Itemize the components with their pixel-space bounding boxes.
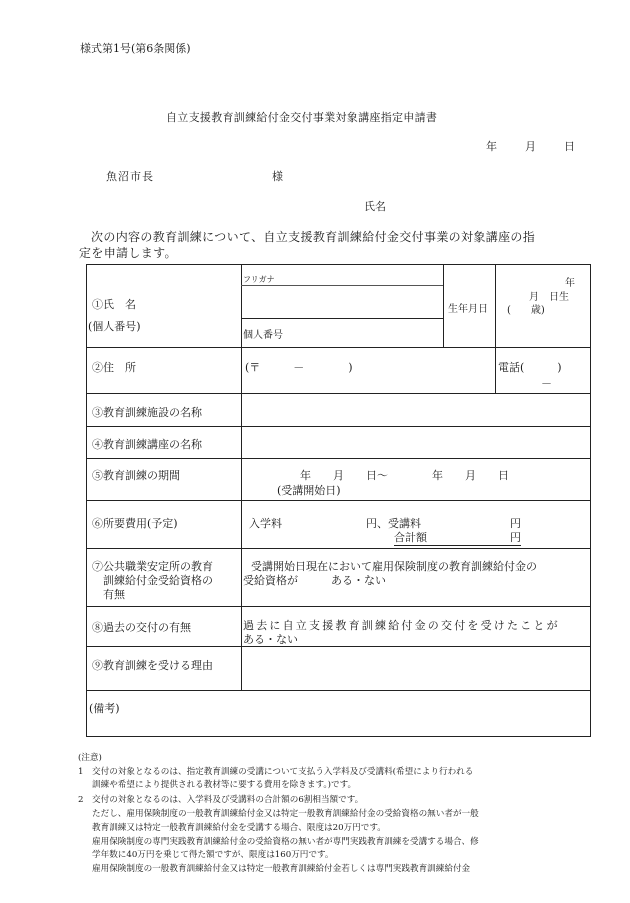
applicant-name-label: 氏名	[364, 200, 386, 213]
cost-label: ⑥所要費用(予定)	[92, 517, 178, 530]
course-name-label: ④教育訓練講座の名称	[92, 438, 202, 451]
note-2-line-1: 2 交付の対象となるのは、入学料及び受講料の合計額の6割相当額です。	[78, 795, 364, 805]
phone-dash: －	[541, 377, 552, 390]
row-divider	[86, 426, 591, 427]
form-number: 様式第1号(第6条関係)	[80, 42, 191, 55]
mynumber-label: (個人番号)	[88, 320, 141, 333]
addressee: 魚沼市長	[106, 170, 154, 183]
eligibility-content-1: 受講開始日現在において雇用保険制度の教育訓練給付金の	[251, 560, 537, 573]
total-label: 合計額	[394, 531, 427, 544]
row-divider	[86, 646, 591, 647]
past-grant-content-2: ある・ない	[243, 633, 298, 646]
birth-month-day-label: 月 日生	[529, 292, 569, 303]
note-1-line-2: 訓練や希望により提供される教材等に要する費用を除きます。)です。	[92, 780, 357, 790]
birth-year-label: 年	[565, 278, 575, 289]
note-2-line-4: 雇用保険制度の専門実践教育訓練給付金の受給資格の無い者が専門実践教育訓練を受講する場合、修	[92, 837, 479, 847]
training-period-label: ⑤教育訓練の期間	[92, 469, 180, 482]
reason-label: ⑨教育訓練を受ける理由	[92, 659, 213, 672]
furigana-underline	[241, 285, 443, 286]
column-divider	[443, 264, 444, 347]
row-divider	[86, 690, 591, 691]
date-year-label: 年	[486, 140, 497, 153]
age-label: ( 歳)	[507, 305, 545, 316]
address-label: ②住 所	[92, 361, 136, 374]
row-divider	[86, 393, 591, 394]
note-2-line-3: 教育訓練又は特定一般教育訓練給付金を受講する場合、限度は20万円です。	[92, 823, 386, 833]
row-divider	[86, 347, 591, 348]
note-2-line-2: ただし、雇用保険制度の一般教育訓練給付金又は特定一般教育訓練給付金の受給資格の無い者が一般	[92, 809, 479, 819]
row-divider	[86, 458, 591, 459]
eligibility-content-2: 受給資格が ある・ない	[243, 574, 386, 587]
notes-heading: (注意)	[78, 753, 102, 763]
intro-line-2: 定を申請します。	[79, 246, 177, 260]
postal-code-field: (〒 － )	[245, 361, 353, 374]
eligibility-label-3: 有無	[103, 588, 125, 601]
column-divider	[495, 264, 496, 347]
tuition-yen: 円	[510, 517, 521, 530]
note-2-line-5: 学年数に40万円を乗じて得た額ですが、限度は160万円です。	[92, 850, 334, 860]
honorific: 様	[272, 170, 283, 183]
date-day-label: 日	[564, 140, 575, 153]
tuition-label: 円、受講料	[366, 517, 421, 530]
mynumber-divider	[241, 318, 443, 319]
past-grant-content-1: 過去に自立支援教育訓練給付金の交付を受けたことが	[243, 619, 560, 632]
column-divider	[241, 264, 242, 690]
past-grant-label: ⑧過去の交付の有無	[92, 621, 191, 634]
furigana-label: フリガナ	[243, 275, 275, 284]
birthdate-label: 生年月日	[448, 304, 488, 315]
start-date-note: (受講開始日)	[277, 484, 341, 497]
row-divider	[86, 500, 591, 501]
date-month-label: 月	[525, 140, 536, 153]
note-2-line-6: 雇用保険制度の一般教育訓練給付金又は特定一般教育訓練給付金若しくは専門実践教育訓練給付金	[92, 864, 471, 874]
row-divider	[86, 606, 591, 607]
name-label: ①氏 名	[92, 298, 136, 311]
note-1-line-1: 1 交付の対象となるのは、指定教育訓練の受講について支払う入学料及び受講料(希望により行われる	[78, 767, 474, 777]
remarks-label: (備考)	[89, 702, 120, 715]
eligibility-label-1: ⑦公共職業安定所の教育	[92, 560, 213, 573]
facility-name-label: ③教育訓練施設の名称	[92, 406, 202, 419]
intro-line-1: 次の内容の教育訓練について、自立支援教育訓練給付金交付事業の対象講座の指	[91, 230, 536, 244]
eligibility-label-2: 訓練給付金受給資格の	[103, 574, 213, 587]
entry-fee-label: 入学料	[249, 517, 282, 530]
column-divider	[495, 347, 496, 393]
training-period-field: 年 月 日～ 年 月 日	[300, 469, 509, 482]
mynumber-field-label: 個人番号	[243, 330, 283, 341]
total-row	[394, 529, 521, 546]
phone-label: 電話( )	[498, 361, 562, 374]
total-yen: 円	[510, 531, 521, 544]
row-divider	[86, 548, 591, 549]
page-title: 自立支援教育訓練給付金交付事業対象講座指定申請書	[166, 111, 438, 124]
